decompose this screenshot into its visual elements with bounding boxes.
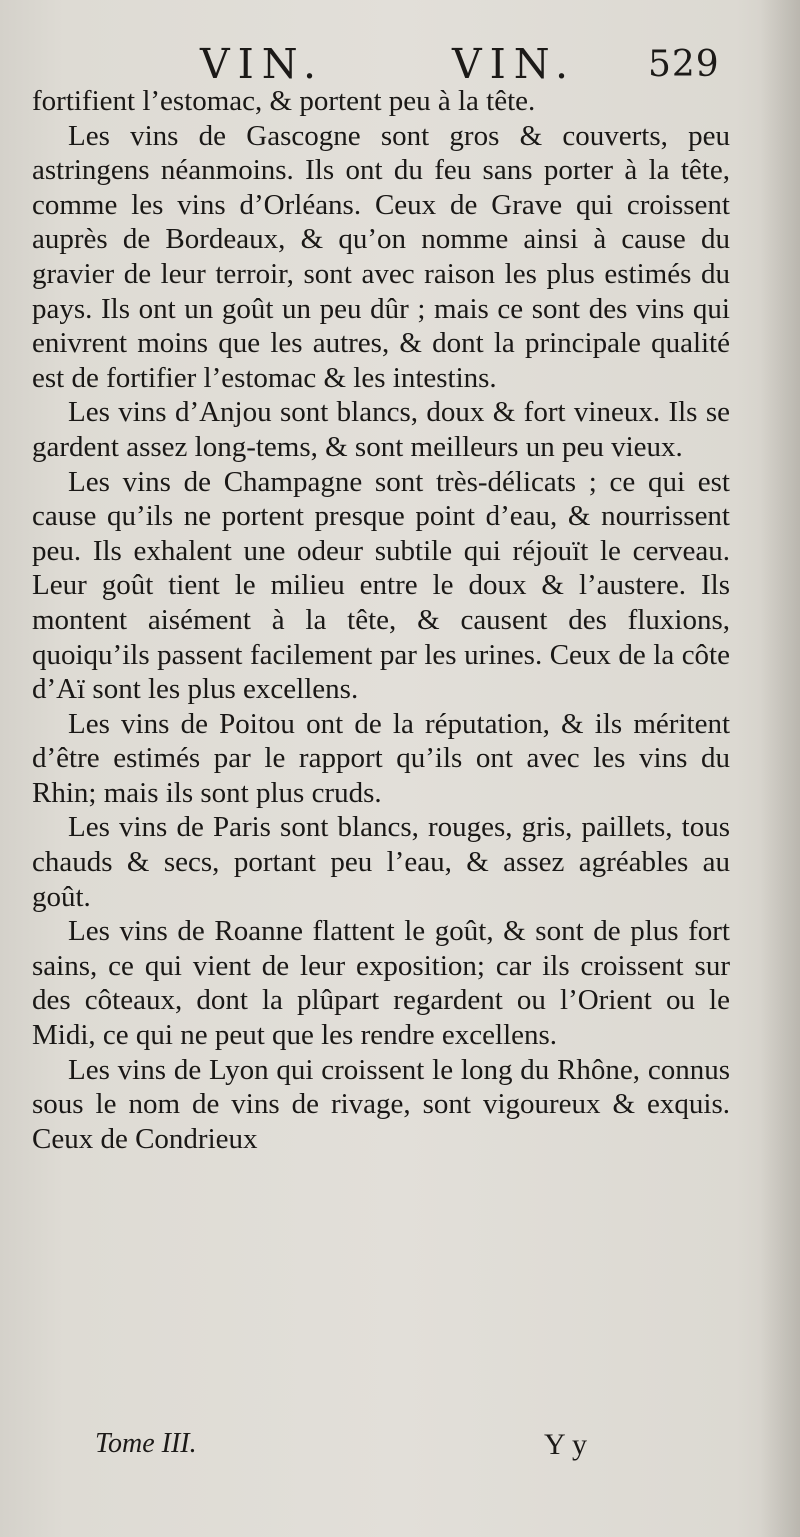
page-body <box>32 84 730 1156</box>
paragraph-champagne: Les vins de Champagne sont très-délicats ; ce qui est cause qu’ils ne portent presque point d’eau, & nourrissent peu. Ils exhalent une odeur subtile qui réjouït le cerveau. Leur goût tient le milieu entre le doux & l’austere. Ils montent aisément à la tête, & causent des fluxions, quoiqu’ils passent facilement par les urines. Ceux de la côte d’Aï sont les plus excellens. <box>32 465 730 706</box>
paragraph-anjou: Les vins d’Anjou sont blancs, doux & fort vineux. Ils se gardent assez long-tems, & sont meilleurs un peu vieux. <box>32 396 730 463</box>
header-right-word: VIN. <box>452 40 577 88</box>
volume-label: Tome III. <box>95 1428 197 1459</box>
paragraph-poitou: Les vins de Poitou ont de la réputation, & ils méritent d’être estimés par le rapport qu’ils ont avec les vins du Rhin; mais ils sont plus cruds. <box>32 707 730 809</box>
paragraph-roanne: Les vins de Roanne flattent le goût, & sont de plus fort sains, ce qui vient de leur exposition; car ils croissent sur des côteaux, dont la plûpart regardent ou l’Orient ou le Midi, ce qui ne peut que les rendre excellens. <box>32 915 730 1052</box>
paragraph-gascogne: Les vins de Gascogne sont gros & couverts, peu astringens néanmoins. Ils ont du feu sans porter à la tête, comme les vins d’Orléans. Ceux de Grave qui croissent auprès de Bordeaux, & qu’on nomme ainsi à cause du gravier de leur terroir, sont avec raison les plus estimés du pays. Ils ont un goût un peu dûr ; mais ce sont des vins qui enivrent moins que les autres, & dont la principale qualité est de fortifier l’estomac & les intestins. <box>32 119 730 394</box>
header-left-word: VIN. <box>200 40 325 88</box>
paragraph-lyon: Les vins de Lyon qui croissent le long du Rhône, connus sous le nom de vins de rivage, sont vigoureux & exquis. Ceux de Condrieux <box>32 1053 730 1155</box>
paragraph-paris: Les vins de Paris sont blancs, rouges, gris, paillets, tous chauds & secs, portant peu l’eau, & assez agréables au goût. <box>32 811 730 913</box>
paragraph-continuation: fortifient l’estomac, & portent peu à la tête. <box>32 85 536 117</box>
page-footer <box>0 1428 800 1468</box>
page-number: 529 <box>648 44 720 85</box>
signature-mark: Y y <box>544 1428 588 1461</box>
